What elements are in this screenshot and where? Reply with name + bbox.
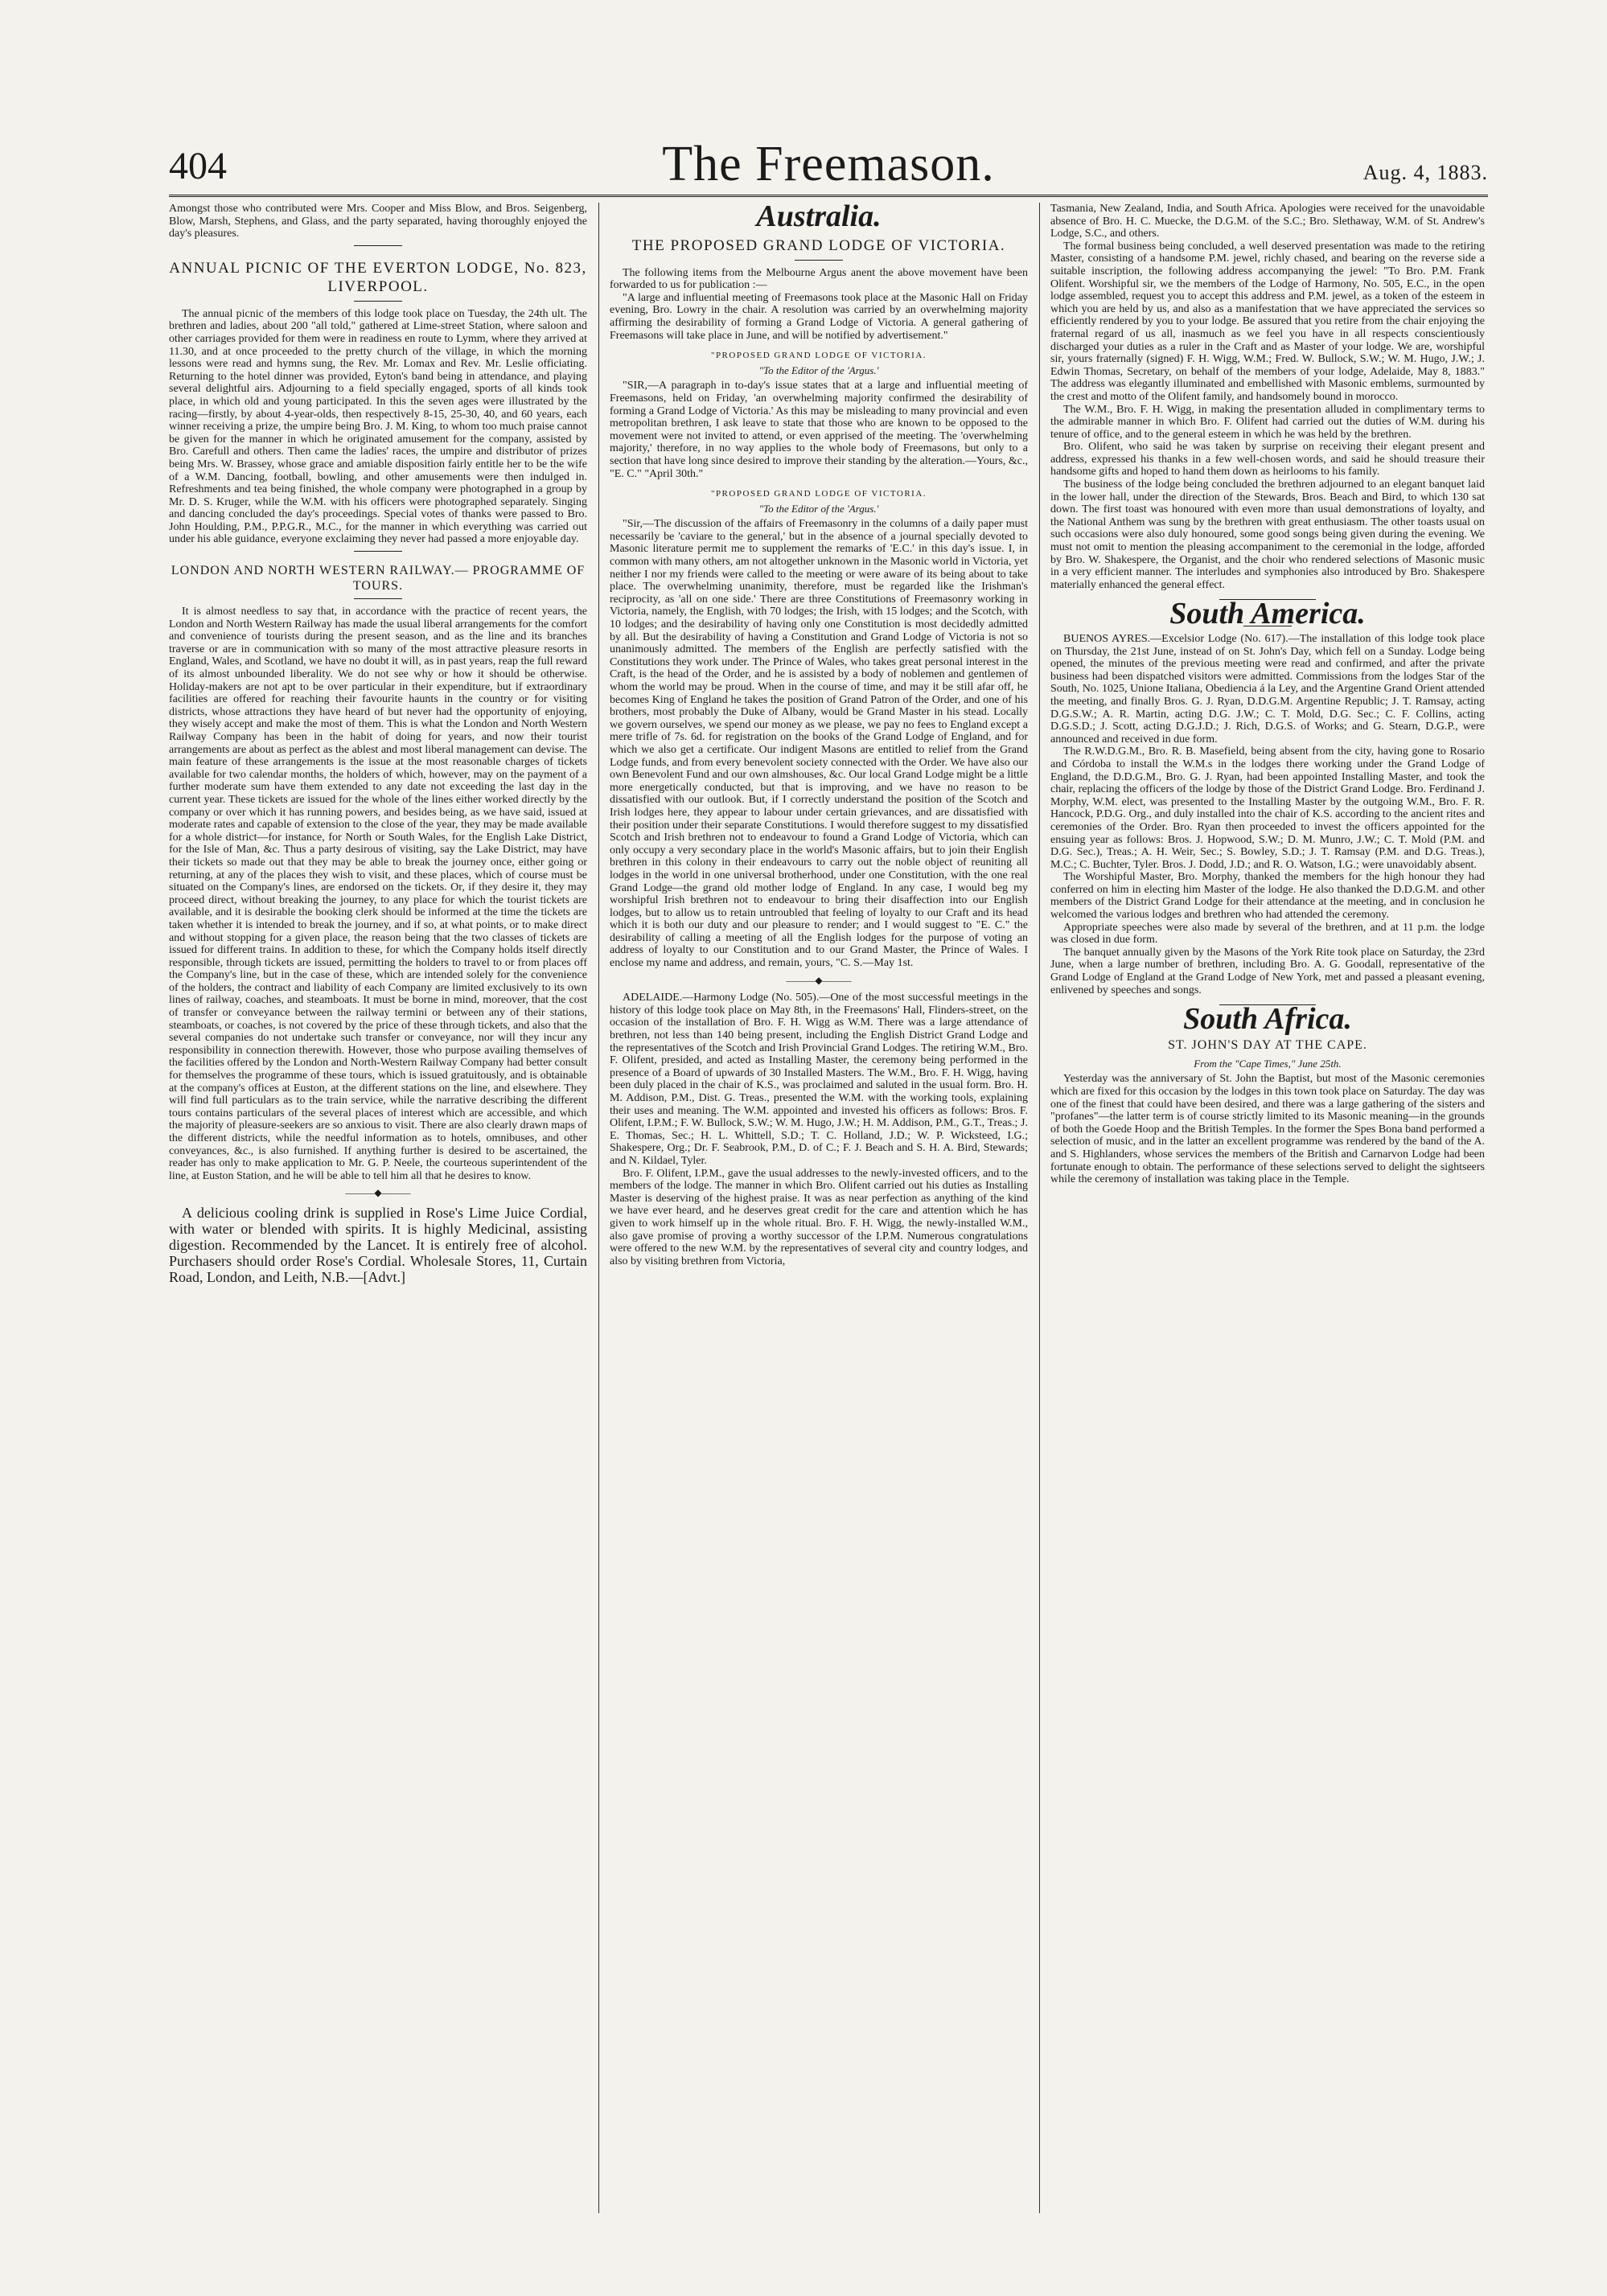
section-heading: Australia. <box>756 203 882 233</box>
rule <box>354 301 402 302</box>
article-text: Tasmania, New Zealand, India, and South Africa. Apologies were received for the unavoidable absence of Bro. H. C. Muecke, the D.G.M. of the S.C.; Bro. Slethaway, W.M. of St. Andrew's Lodge, S.C., and others. <box>1050 203 1485 240</box>
section-heading: South America. <box>1169 597 1366 631</box>
article-source: From the "Cape Times," June 25th. <box>1194 1057 1342 1070</box>
section-heading: South Africa. <box>1183 1002 1352 1037</box>
column-divider <box>1039 203 1040 2213</box>
article-text: ADELAIDE.—Harmony Lodge (No. 505).—One of the most successful meetings in the history of this lodge took place on May 8th, in the Freemasons' Hall, Flinders-street, on the occasion of the installation of Bro. F. H. Wigg as W.M. There was a large attendance of brethren, not less than 140 being present, including the English District Grand Lodge and the representatives of the Scotch and Irish Provincial Grand Lodges. The retiring W.M., Bro. F. Olifent, presided, and acted as Installing Master, the ceremony being performed in the presence of a Board of upwards of 30 Installed Masters. The W.M., Bro. F. H. Wigg, having been duly placed in the chair of K.S., was proclaimed and saluted in the usual form. Bro. H. M. Addison, P.M., Dist. G. Treas., presented the W.M. with the working tools, explaining their uses and meaning. The W.M. appointed and invested his officers as follows: Bros. F. Olifent, I.P.M.; F. W. Bullock, S.W.; W. M. Hugo, J.W.; H. M. Addison, P.M., G.T., Treas.; J. E. Thomas, Sec.; H. L. Whittell, S.D.; T. C. Holland, J.D.; W. P. Wicksteed, I.G.; Shakespere, Org.; Dr. F. Seabrook, P.M., D. of C.; F. J. Beach and S. H. A. Bird, Stewards; and N. Kildael, Tyler. <box>610 992 1028 1167</box>
article-text: Bro. F. Olifent, I.P.M., gave the usual addresses to the newly-invested officers, and to the members of the lodge. The manner in which Bro. Olifent carried out his duties as Installing Master is deserving of the highest praise. It was as near perfection as anything of the kind we have ever heard, and he deserves great credit for the care and attention which he has given to work himself up in the whole ritual. Bro. F. H. Wigg, the newly-installed W.M., also gave promise of proving a worthy successor of the I.P.M. Numerous congratulations were offered to the new W.M. by the representatives of several city and country lodges, and also by visiting brethren from Victoria, <box>610 1167 1028 1267</box>
article-text: It is almost needless to say that, in accordance with the practice of recent years, the London and North Western Railway has made the usual liberal arrangements for the comfort and convenience of tourists during the present season, and as the line and its branches traverse or are in communication with so many of the most attractive pleasure resorts in England, Wales, and Scotland, we have no doubt it will, as in past years, reap the full reward of its almost unbounded liberality. We do not see why or how it should be otherwise. Holiday-makers are not apt to be over particular in their expenditure, but if extraordinary facilities are offered for reaching their favourite haunts in the country or for visiting districts, whose attractions they have heard of but never had the opportunity of enjoying, they wisely accept and make the most of them. This is what the London and North Western Railway Company has been in the habit of doing for years, and now their tourist arrangements are about as perfect as the ablest and most liberal management can devise. The main feature of these arrangements is the issue at the most reasonable charges of tickets available for two calendar months, the holders of which, however, may on the payment of a further moderate sum have them extended to any date not exceeding the last day in the current year. These tickets are issued for the whole of the lines either worked directly by the company or over which it has running powers, and besides being, as we have said, issued at moderate rates and capable of extension to the close of the year, they may be made available for a whole district—for instance, for North or South Wales, for the English Lake District, for the Isle of Man, &c. Thus a party desirous of visiting, say the Lake District, may have their tickets so made out that they may be able to break the journey once, either going or returning, at any of the places they wish to visit, and these places, which of course must be situated on the Company's lines, are endorsed on the tickets. Or, if they desire it, they may proceed direct, without breaking the journey, to any place for which the tourist tickets are available, and it is desirable the booking clerk should be informed at the time the tickets are taken whether it is intended to break the journey, and if so, at what points, or to make direct and without stopping for a given place, the reason being that the two classes of tickets are issued for different trains. In addition to these, for which the Company holds itself directly responsible, through tickets are issued, permitting the holders to travel to or from places off the Company's line, but in the case of these, which are intended solely for the convenience of the holders, the contract and liability of each Company are limited exclusively to its own lines of railway, coaches, and steamboats. It must be borne in mind, moreover, that the cost of transfer or conveyance between the railway termini or between any of their stations, steamboats, or coaches, is not covered by the price of these through tickets, and also that the several companies do not undertake such transfer or conveyance, nor will they incur any responsibility in connection therewith. However, those who purpose availing themselves of the facilities offered by the London and North-Western Railway Company had better consult for themselves the programme of these tours, which is issued gratuitously, and is obtainable at the company's offices at Euston, at the different stations on the line, and elsewhere. They will find full particulars as to the train service, while the narrative describing the different tours contains particulars of the several places of interest which are accessible, and which the majority of pleasure-seekers are so anxious to visit. There are also clearly drawn maps of the different districts, while the needful information as to hotels, omnibuses, and other conveyances, &c., is also furnished. If anything further is desired to be ascertained, the reader has only to make application to Mr. G. P. Neele, the courteous superintendent of the line, at Euston Station, and he will be able to tell him all that he desires to know. <box>169 606 587 1182</box>
article-text: Amongst those who contributed were Mrs. Cooper and Miss Blow, and Bros. Seigenberg, Blow, Marsh, Stephens, and Glass, and the party separated, having thoroughly enjoyed the day's pleasures. <box>169 203 587 240</box>
ornament-divider: ———◆——— <box>786 974 852 986</box>
article-text: The R.W.D.G.M., Bro. R. B. Masefield, being absent from the city, having gone to Rosario and Córdoba to install the W.M.s in the lodges there working under the Grand Lodge of England, the D.D.G.M., Bro. G. J. Ryan, had been appointed Installing Master, and took the chair, replacing the officers of the lodge by those of the District Grand Lodge. Bro. Ferdinand J. Morphy, W.M. elect, was presented to the Installing Master by the outgoing W.M., Bro. F. R. Hancock, P.D.G. Org., and duly installed into the chair of K.S. according to the ancient rites and ceremonies of the Order. Bro. Ryan then proceeded to invest the officers appointed for the ensuing year as follows: Bros. J. Hopwood, S.W.; D. M. Munro, J.W.; C. T. Mold (P.M. and D.G. Sec.), Treas.; A. H. Weir, Sec.; S. Bowley, S.D.; J. T. Ramsay (P.M. and D.G. Treas.), M.C.; C. Buchter, Tyler. Bros. J. Dodd, J.D.; and R. O. Watson, I.G.; were unavoidably absent. <box>1050 745 1485 871</box>
article-text: The Worshipful Master, Bro. Morphy, thanked the members for the high honour they had conferred on him in electing him Master of the lodge. He also thanked the D.D.G.M. and other members of the District Grand Lodge for their attendance at the meeting, and in conclusion he welcomed the various lodges and brethren who had attended the ceremony. <box>1050 871 1485 922</box>
ornament-divider: ———◆——— <box>345 1187 411 1199</box>
rule <box>354 551 402 552</box>
article-text: Appropriate speeches were also made by several of the brethren, and at 11 p.m. the lodge was closed in due form. <box>1050 921 1485 947</box>
masthead <box>169 129 1488 193</box>
subheading: "PROPOSED GRAND LODGE OF VICTORIA. <box>710 489 927 499</box>
article-heading: THE PROPOSED GRAND LODGE OF VICTORIA. <box>631 236 1006 254</box>
article-text: The W.M., Bro. F. H. Wigg, in making the presentation alluded in complimentary terms to the admirable manner in which Bro. F. Olifent had carried out the duties of W.M. during his tenure of office, and to the general esteem in which he was held by the brethren. <box>1050 403 1485 441</box>
article-text: The formal business being concluded, a well deserved presentation was made to the retiring Master, consisting of a handsome P.M. jewel, richly chased, and bearing on the reverse side a suitable inscription, the following address accompanying the jewel: "To Bro. P.M. Frank Olifent. Worshipful sir, we the members of the Lodge of Harmony, No. 505, E.C., in the open lodge assembled, request you to accept this address and P.M. jewel, as a token of the esteem in which you are held by us, and also as a manifestation that we have appreciated the services so efficiently rendered by you to your lodge. Be assured that you retire from the chair enjoying the fraternal regard of us all, inasmuch as we feel you have in all respects conscientiously discharged your duties as a ruler in the Craft and as Master of your lodge. We are, worshipful sir, yours fraternally (signed) F. H. Wigg, W.M.; Fred. W. Bullock, S.W.; W. M. Hugo, J.W.; J. Edwin Thomas, Secretary, on behalf of the members of your lodge, Adelaide, May 8, 1883." The address was elegantly illuminated and embellished with Masonic emblems, surmounted by the crest and motto of the Olifent family, and handsomely bound in morocco. <box>1050 240 1485 403</box>
masthead-rule <box>169 195 1488 197</box>
issue-date: Aug. 4, 1883. <box>1362 161 1488 184</box>
newspaper-title: The Freemason. <box>662 137 995 191</box>
rule <box>354 245 402 246</box>
page-number: 404 <box>169 145 227 187</box>
article-heading: ANNUAL PICNIC OF THE EVERTON LODGE, No. 823, LIVERPOOL. <box>169 259 587 295</box>
column-divider <box>598 203 599 2213</box>
subheading-italic: "To the Editor of the 'Argus.' <box>758 502 879 515</box>
subheading: "PROPOSED GRAND LODGE OF VICTORIA. <box>710 351 927 361</box>
advertisement: A delicious cooling drink is supplied in Rose's Lime Juice Cordial, with water or blended with spirits. It is highly Medicinal, assisting digestion. Recommended by the Lancet. It is entirely free of alcohol. Purchasers should order Rose's Cordial. Wholesale Stores, 11, Curtain Road, London, and Leith, N.B.—[Advt.] <box>169 1204 587 1285</box>
article-heading: ST. JOHN'S DAY AT THE CAPE. <box>1168 1037 1367 1052</box>
article-text: The following items from the Melbourne Argus anent the above movement have been forwarded to us for publication :— <box>610 266 1028 292</box>
column-1 <box>169 203 587 2286</box>
article-text: BUENOS AYRES.—Excelsior Lodge (No. 617).—The installation of this lodge took place on Thursday, the 21st June, instead of on St. John's Day, which fell on a Sunday. Lodge being opened, the minutes of the previous meeting were read and confirmed, and after the private business had been dispatched visitors were admitted. Commissions from the lodges Star of the South, No. 1025, Unione Italiana, Obediencia á la Ley, and the Argentine Grand Orient attended the meeting, and finally Bros. G. J. Ryan, D.D.G.M. Argentine Republic; J. T. Ramsay, acting D.G.S.W.; A. R. Martin, acting D.G. J.W.; C. T. Mold, D.G. Sec.; C. F. Collins, acting D.G.S.D.; J. Scott, acting D.G.J.D.; J. Rich, D.G.S. of Works; and G. Stearn, D.G.P., were announced and received in due form. <box>1050 633 1485 745</box>
article-text: Yesterday was the anniversary of St. John the Baptist, but most of the Masonic ceremonies which are fixed for this occasion by the lodges in this town took place on Saturday. The day was one of the finest that could have been desired, and there was a large gathering of the sisters and "profanes"—the latter term is of course strictly limited to its Masonic meaning—in the grounds of both the Goede Hoop and the British Temples. In the former the Spes Bona band performed a selection of music, and in the latter an excellent programme was rendered by the band of the A. and S. Highlanders, whose services the members of the British and Carnarvon Lodge had been fortunate enough to obtain. The performance of these selections served to delight the sightseers while the ceremony of installation was taking place in the Temple. <box>1050 1073 1485 1186</box>
rule <box>354 598 402 599</box>
column-2 <box>610 203 1028 2286</box>
rule <box>795 260 843 261</box>
subheading-italic: "To the Editor of the 'Argus.' <box>758 363 879 376</box>
article-text: The banquet annually given by the Masons of the York Rite took place on Saturday, the 23rd June, when a large number of brethren, including Bro. A. G. Goodall, representative of the Grand Lodge of England at the Grand Lodge of New York, met and passed a pleasant evening, enlivened by speeches and songs. <box>1050 946 1485 996</box>
article-text: The annual picnic of the members of this lodge took place on Tuesday, the 24th ult. The brethren and ladies, about 200 "all told," gathered at Lime-street Station, where saloon and other carriages provided for them were in readiness en route to Lymm, where they arrived at 11.30, and at once proceeded to the pretty church of the village, in which the morning lessons were read and hymns sung, the Rev. Mr. Lomax and Rev. Mr. Leslie officiating. Returning to the hotel dinner was provided, Eyton's band being in attendance, and playing several delightful airs. Adjourning to a field specially engaged, sports of all kinds took place, in which old and young participated. In this the seven ages were illustrated by the racing—firstly, by about 4-year-olds, then respectively 8-15, 25-30, 40, and 60 years, each winner receiving a prize, the umpire being Bro. J. M. King, to whom too much praise cannot be given for the manner in which he originated amusement for the company, assisted by Bro. Carefull and others. Then came the ladies' races, the umpire and distributor of prizes being Mrs. W. Brassey, whose grace and amiable disposition fairly entitle her to be the wife of a W.M. Dancing, football, bowling, and other amusements were then indulged in. Refreshments and tea being finished, the whole company were photographed in a group by Mr. D. S. Kruger, while the W.M. with his officers were photographed separately. Singing and dancing concluded the day's proceedings. Special votes of thanks were passed to Bro. John Houlding, P.M., P.P.G.R., M.C., for the manner in which everything was carried out under his able guidance, everyone exclaiming they never had passed a more enjoyable day. <box>169 307 587 546</box>
article-text: The business of the lodge being concluded the brethren adjourned to an elegant banquet laid in the lower hall, under the direction of the Stewards, Bros. Beach and Bird, to which 130 sat down. The first toast was honoured with even more than usual demonstrations of loyalty, and the National Anthem was sung by the brethren with great enthusiasm. The other toasts usual on such occasions were also duly honoured, some good songs being given during the evening. We must not omit to mention the pleasing accompaniment to the ceremonial in the lodge, afforded by Bro. W. Shakespere, the Organist, and the choir who rendered selections of Masonic music in a very efficient manner. The interludes and symphonies also introduced by Bro. Shakespere materially enhanced the general effect. <box>1050 479 1485 591</box>
column-3 <box>1050 203 1485 2286</box>
article-text: "Sir,—The discussion of the affairs of Freemasonry in the columns of a daily paper must necessarily be 'caviare to the general,' but in the absence of a journal specially devoted to Masonic literature permit me to supplement the remarks of 'E.C.' in this day's issue. I, in common with many others, am not altogether unknown in the Masonic world in Victoria, yet neither I nor my friends were called to the meeting or were aware of its being about to take place. The overwhelming unanimity, therefore, must be regarded like the Irishman's reciprocity, as 'all on one side.' There are three Constitutions of Freemasonry working in Victoria, namely, the English, with 70 lodges; the Irish, with 15 lodges; and the Scotch, with 10 lodges; and the desirability of having only one Constitution is most decidedly admitted by all. But the desirability of having a Constitution and Grand Lodge of Victoria is not so unanimously admitted. The members of the English are perfectly satisfied with the Constitutions they work under. The Prince of Wales, who takes great personal interest in the Craft, is the head of the Order, and he is assisted by a body of noblemen and gentlemen of whom the world may be proud. When in the course of time, and may it be still afar off, he becomes King of England he takes the position of Grand Patron of the Order, and one of his brothers, most probably the Duke of Albany, would be Grand Master in his stead. Locally we govern ourselves, we spend our money as we please, we pay no fees to England except a mere trifle of 7s. 6d. for registration on the books of the Grand Lodge of England, and for which we also get a certificate. Our indigent Masons are entitled to relief from the Grand Lodge funds, and from every benevolent society connected with the Order. We have also our own Benevolent Fund and our own almshouses, &c. Our local Grand Lodge might be a little more energetically conducted, but that is improving, and we have no reason to be dissatisfied with our outlook. But, if I correctly understand the position of the Scotch and Irish lodges here, they appear to labour under certain grievances, and are dissatisfied with their position under their separate Constitutions. I would therefore suggest to my dissatisfied Scotch and Irish brethren not to endeavour to found a Grand Lodge of Victoria, which can only occupy a very secondary place in the world's Masonic affairs, but to join their English brethren in this colony in their endeavours to carry out the noble object of reuniting all lodges in the world in one universal brotherhood, under one Constitution, with the one real Grand Lodge—the grand old mother lodge of England. In any case, I would beg my worshipful Irish brethren not to endeavour to bring their disaffection into our English lodges, but to allow us to retain untroubled that feeling of loyalty to our Craft and its head which it is both our duty and our pleasure to render; and I would suggest to "E. C." the desirability of calling a meeting of all the English lodges for the purpose of voting an address of loyalty to our Constitution and to our Grand Master, the Prince of Wales. I enclose my name and address, and remain, yours, "C. S.—May 1st. <box>610 518 1028 970</box>
article-text: "SIR,—A paragraph in to-day's issue states that at a large and influential meeting of Freemasons, held on Friday, 'an overwhelming majority confirmed the desirability of forming a Grand Lodge of Victoria.' As this may be misleading to many provincial and even metropolitan brethren, I ask leave to state that those who are known to be opposed to the movement were not invited to attend, or even apprised of the meeting. The 'overwhelming majority,' therefore, in no way applies to the whole body of Freemasons, but only to a section that have long since desired to improve their standing by the alteration.—Yours, &c., "E. C." "April 30th." <box>610 380 1028 480</box>
article-heading: LONDON AND NORTH WESTERN RAILWAY.— PROGRAMME OF TOURS. <box>171 564 586 594</box>
article-text: Bro. Olifent, who said he was taken by surprise on receiving their elegant present and address, expressed his thanks in a few well-chosen words, and said he should treasure their handsome gifts and hoped to hand them down as heirlooms to his family. <box>1050 441 1485 479</box>
article-text: "A large and influential meeting of Freemasons took place at the Masonic Hall on Friday evening, Bro. Lowry in the chair. A resolution was carried by an overwhelming majority affirming the desirability of forming a Grand Lodge of Victoria. A general gathering of Freemasons will take place in June, and will be notified by advertisement." <box>610 291 1028 342</box>
